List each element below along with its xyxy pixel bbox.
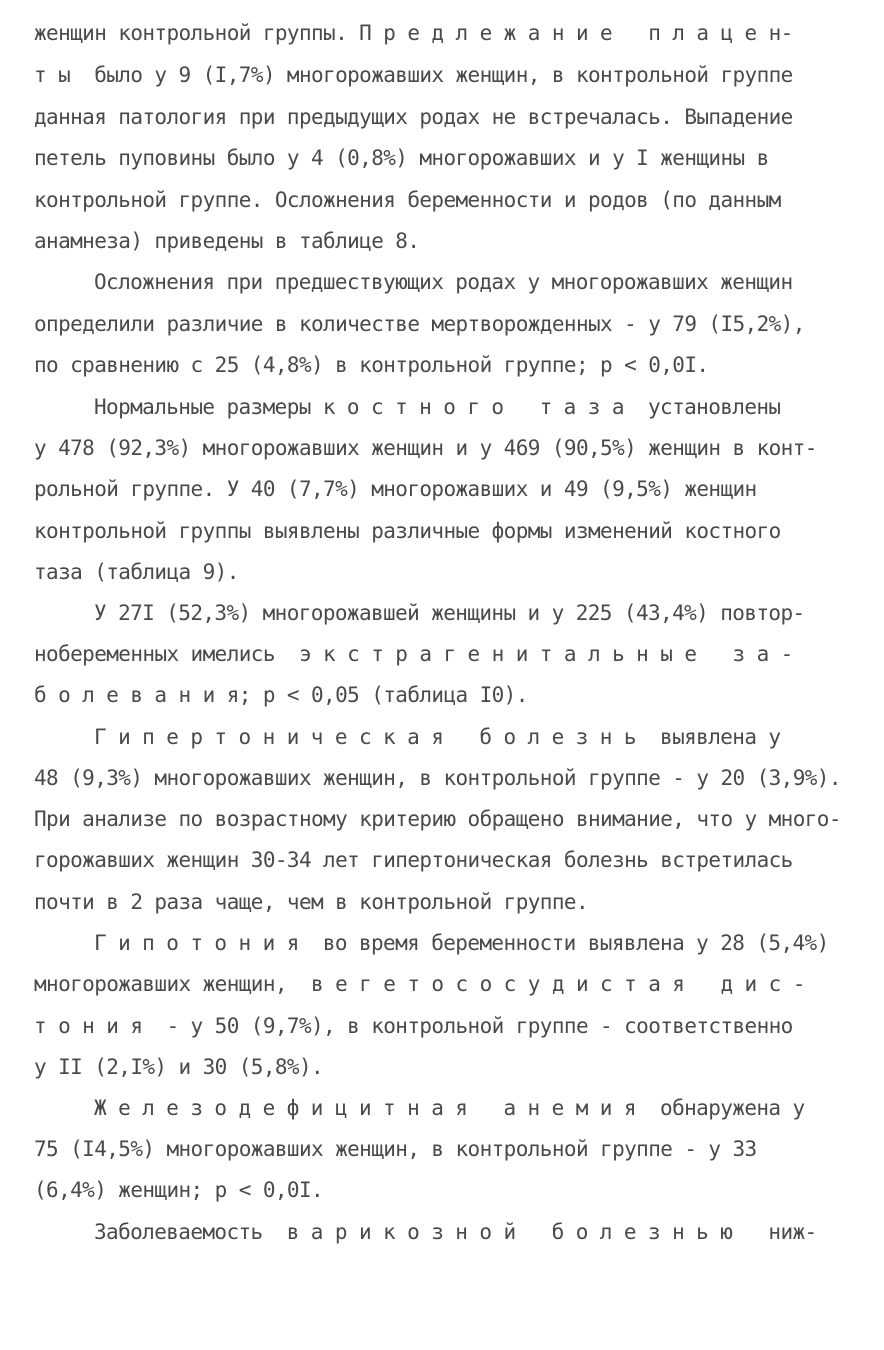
text-line: у II (2,I%) и 30 (5,8%). (34, 1055, 324, 1079)
text-line: 48 (9,3%) многорожавших женщин, в контрольной группе - у 20 (3,9%). (34, 766, 841, 790)
text-line: рольной группе. У 40 (7,7%) многорожавших и 49 (9,5%) женщин (34, 477, 757, 501)
paragraph-first-line: У 27I (52,3%) многорожавшей женщины и у 225 (43,4%) повтор- (94, 601, 805, 625)
text-line: анамнеза) приведены в таблице 8. (34, 229, 420, 253)
text-line: (6,4%) женщин; p < 0,0I. (34, 1178, 324, 1202)
text-line: контрольной группы выявлены различные формы изменений костного (34, 519, 781, 543)
text-line: многорожавших женщин, в е г е т о с о с у д и с т а я д и с - (34, 972, 805, 996)
paragraph-first-line: Ж е л е з о д е ф и ц и т н а я а н е м и я обнаружена у (94, 1096, 805, 1120)
text-line: данная патология при предыдущих родах не встречалась. Выпадение (34, 105, 793, 129)
text-line: б о л е в а н и я; p < 0,05 (таблица I0). (34, 683, 528, 707)
text-line: по сравнению с 25 (4,8%) в контрольной группе; p < 0,0I. (34, 353, 709, 377)
text-line: горожавших женщин 30-34 лет гипертоническая болезнь встретилась (34, 848, 793, 872)
paragraph-first-line: Г и п о т о н и я во время беременности выявлена у 28 (5,4%) (94, 931, 829, 955)
text-line: петель пуповины было у 4 (0,8%) многорожавших и у I женщины в (34, 146, 769, 170)
text-line: 75 (I4,5%) многорожавших женщин, в контрольной группе - у 33 (34, 1137, 757, 1161)
paragraph-first-line: Заболеваемость в а р и к о з н о й б о л е з н ь ю ниж- (94, 1220, 817, 1244)
text-line: таза (таблица 9). (34, 560, 239, 584)
text-line: почти в 2 раза чаще, чем в контрольной группе. (34, 890, 588, 914)
text-line: При анализе по возрастному критерию обращено внимание, что у много- (34, 807, 841, 831)
text-line: т о н и я - у 50 (9,7%), в контрольной группе - соответственно (34, 1014, 793, 1038)
paragraph-first-line: Нормальные размеры к о с т н о г о т а з а установлены (94, 395, 781, 419)
text-line: определили различие в количестве мертворожденных - у 79 (I5,2%), (34, 312, 805, 336)
paragraph-first-line: Г и п е р т о н и ч е с к а я б о л е з н ь выявлена у (94, 725, 781, 749)
text-line: женщин контрольной группы. П р е д л е ж а н и е п л а ц е н- (34, 21, 793, 45)
text-line: контрольной группе. Осложнения беременности и родов (по данным (34, 188, 781, 212)
paragraph-first-line: Осложнения при предшествующих родах у многорожавших женщин (94, 270, 793, 294)
text-line: у 478 (92,3%) многорожавших женщин и у 469 (90,5%) женщин в конт- (34, 436, 817, 460)
text-line: т ы было у 9 (I,7%) многорожавших женщин, в контрольной группе (34, 63, 793, 87)
text-line: нобеременных имелись э к с т р а г е н и т а л ь н ы е з а - (34, 642, 793, 666)
